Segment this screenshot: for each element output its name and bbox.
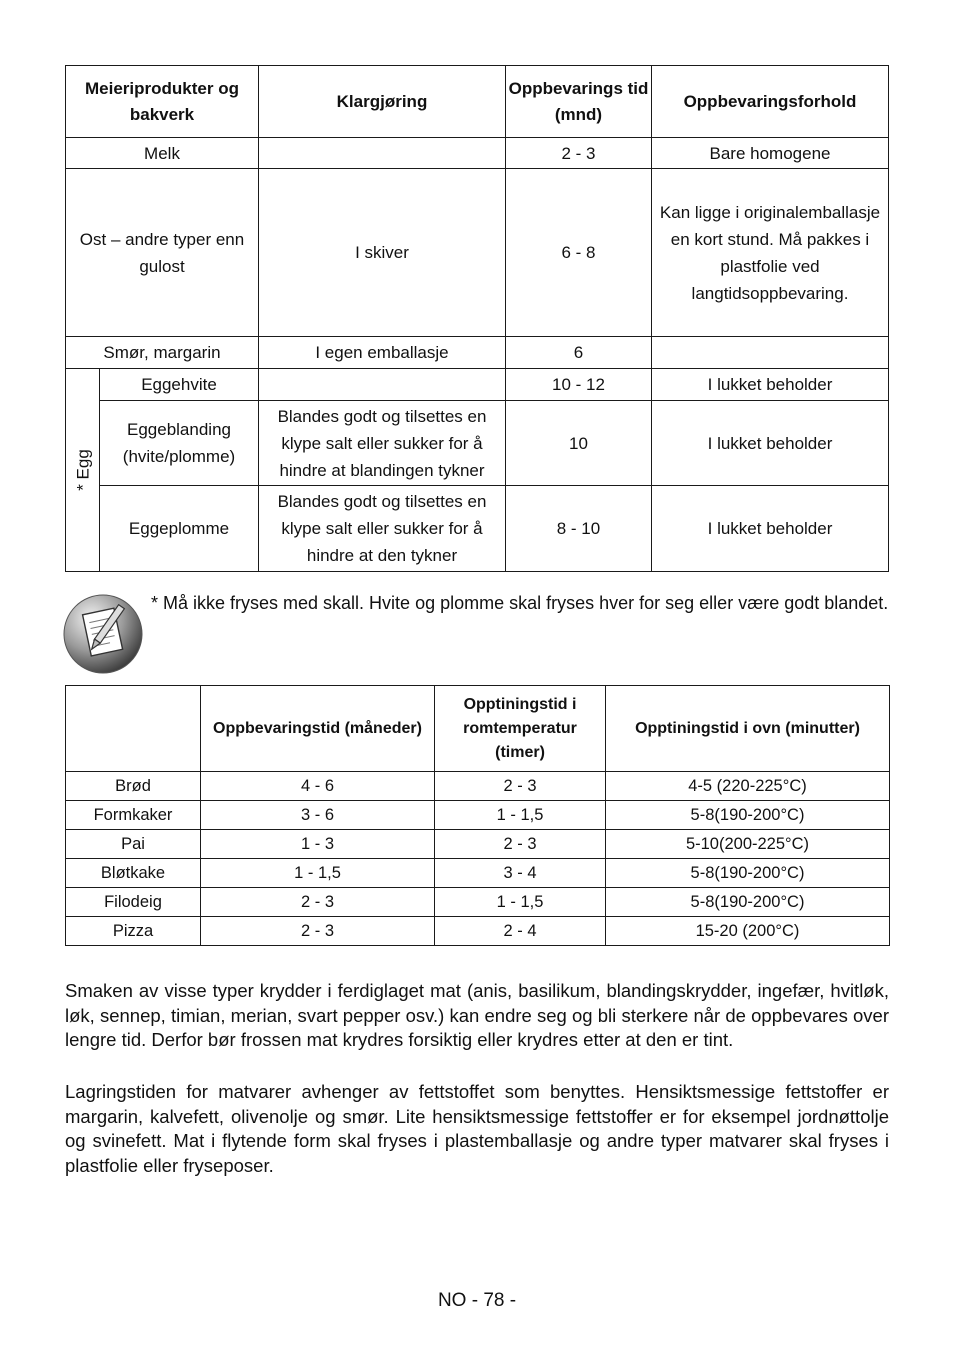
- item-cell: Pizza: [66, 917, 201, 946]
- fat-storage-paragraph: Lagringstiden for matvarer avhenger av fettstoffet som benyttes. Hensiktsmessige fettstoffer er margarin, kalvefett, olivenolje og smør. Lite hensiktsmessige fettstoffer er for eksempel jordnøttolje og svinefett. Mat i flytende form skal fryses i plastemballasje og andre typer matvarer skal fryses i plastfolie eller fryseposer.: [65, 1081, 889, 1176]
- table-header-row: [66, 686, 890, 772]
- room-thaw-cell: 3 - 4: [435, 859, 606, 888]
- time-cell: 8 - 10: [506, 486, 652, 572]
- table-row: [66, 888, 890, 917]
- table-row: [66, 369, 889, 401]
- room-thaw-cell: 1 - 1,5: [435, 801, 606, 830]
- room-thaw-cell: 2 - 4: [435, 917, 606, 946]
- room-thaw-cell: 1 - 1,5: [435, 888, 606, 917]
- page-number: NO - 78 -: [437, 1290, 517, 1311]
- time-cell: 10: [506, 401, 652, 486]
- prep-cell: Blandes godt og tilsettes en klype salt eller sukker for å hindre at blandingen tykner: [259, 401, 506, 486]
- prep-cell: [259, 369, 506, 401]
- oven-thaw-cell: 5-8(190-200°C): [606, 801, 890, 830]
- item-cell: Filodeig: [66, 888, 201, 917]
- egg-group-label: [66, 369, 100, 572]
- condition-cell: [652, 337, 889, 369]
- header-oven-thaw: Opptiningstid i ovn (minutter): [606, 686, 890, 772]
- condition-cell: Kan ligge i originalemballasje en kort stund. Må pakkes i plastfolie ved langtidsoppbevaring.: [652, 169, 889, 337]
- room-thaw-cell: 2 - 3: [435, 772, 606, 801]
- oven-thaw-cell: 5-8(190-200°C): [606, 888, 890, 917]
- storage-cell: 1 - 3: [201, 830, 435, 859]
- prep-cell: I egen emballasje: [259, 337, 506, 369]
- condition-cell: Bare homogene: [652, 138, 889, 169]
- header-room-thaw: Opptiningstid i romtemperatur (timer): [435, 686, 606, 772]
- product-cell: Eggeplomme: [100, 486, 259, 572]
- item-cell: Pai: [66, 830, 201, 859]
- prep-cell: [259, 138, 506, 169]
- time-cell: 2 - 3: [506, 138, 652, 169]
- table-row: [66, 801, 890, 830]
- note-text: * Må ikke fryses med skall. Hvite og plomme skal fryses hver for seg eller være godt blandet.: [151, 593, 889, 613]
- note-pencil-icon: [62, 593, 144, 675]
- item-cell: Formkaker: [66, 801, 201, 830]
- prep-cell: Blandes godt og tilsettes en klype salt eller sukker for å hindre at den tykner: [259, 486, 506, 572]
- product-cell: Ost – andre typer enn gulost: [66, 169, 259, 337]
- header-storage-time: Oppbevaringstid (måneder): [201, 686, 435, 772]
- condition-cell: I lukket beholder: [652, 401, 889, 486]
- condition-cell: I lukket beholder: [652, 486, 889, 572]
- condition-cell: I lukket beholder: [652, 369, 889, 401]
- storage-cell: 2 - 3: [201, 917, 435, 946]
- header-prep: Klargjøring: [259, 66, 506, 138]
- time-cell: 6 - 8: [506, 169, 652, 337]
- storage-cell: 2 - 3: [201, 888, 435, 917]
- room-thaw-cell: 2 - 3: [435, 830, 606, 859]
- product-cell: Melk: [66, 138, 259, 169]
- table-row: [66, 169, 889, 337]
- item-cell: Bløtkake: [66, 859, 201, 888]
- prep-cell: I skiver: [259, 169, 506, 337]
- time-cell: 10 - 12: [506, 369, 652, 401]
- product-cell: Eggeblanding (hvite/plomme): [100, 401, 259, 486]
- header-blank: [66, 686, 201, 772]
- header-condition: Oppbevaringsforhold: [652, 66, 889, 138]
- storage-cell: 1 - 1,5: [201, 859, 435, 888]
- table-row: [66, 859, 890, 888]
- oven-thaw-cell: 5-8(190-200°C): [606, 859, 890, 888]
- table-row: [66, 337, 889, 369]
- table-row: [66, 772, 890, 801]
- storage-cell: 4 - 6: [201, 772, 435, 801]
- product-cell: Eggehvite: [100, 369, 259, 401]
- spice-paragraph: Smaken av visse typer krydder i ferdiglaget mat (anis, basilikum, blandingskrydder, ingefær, hvitløk, løk, sennep, timian, merian, svart pepper osv.) kan endre seg og bli sterkere når de oppbevares over lengre tid. Derfor bør frossen mat krydres forsiktig eller krydres etter at den er tint.: [65, 980, 889, 1051]
- oven-thaw-cell: 5-10(200-225°C): [606, 830, 890, 859]
- item-cell: Brød: [66, 772, 201, 801]
- table-row: [66, 486, 889, 572]
- table-row: [66, 830, 890, 859]
- egg-label-text: * Egg: [73, 449, 92, 491]
- storage-cell: 3 - 6: [201, 801, 435, 830]
- header-time: Oppbevarings tid (mnd): [506, 66, 652, 138]
- baked-goods-table: [65, 685, 890, 946]
- table-row: [66, 917, 890, 946]
- oven-thaw-cell: 15-20 (200°C): [606, 917, 890, 946]
- table-row: [66, 138, 889, 169]
- dairy-storage-table: [65, 65, 889, 572]
- time-cell: 6: [506, 337, 652, 369]
- oven-thaw-cell: 4-5 (220-225°C): [606, 772, 890, 801]
- table-row: [66, 401, 889, 486]
- table-header-row: [66, 66, 889, 138]
- product-cell: Smør, margarin: [66, 337, 259, 369]
- header-product: Meieriprodukter og bakverk: [66, 66, 259, 138]
